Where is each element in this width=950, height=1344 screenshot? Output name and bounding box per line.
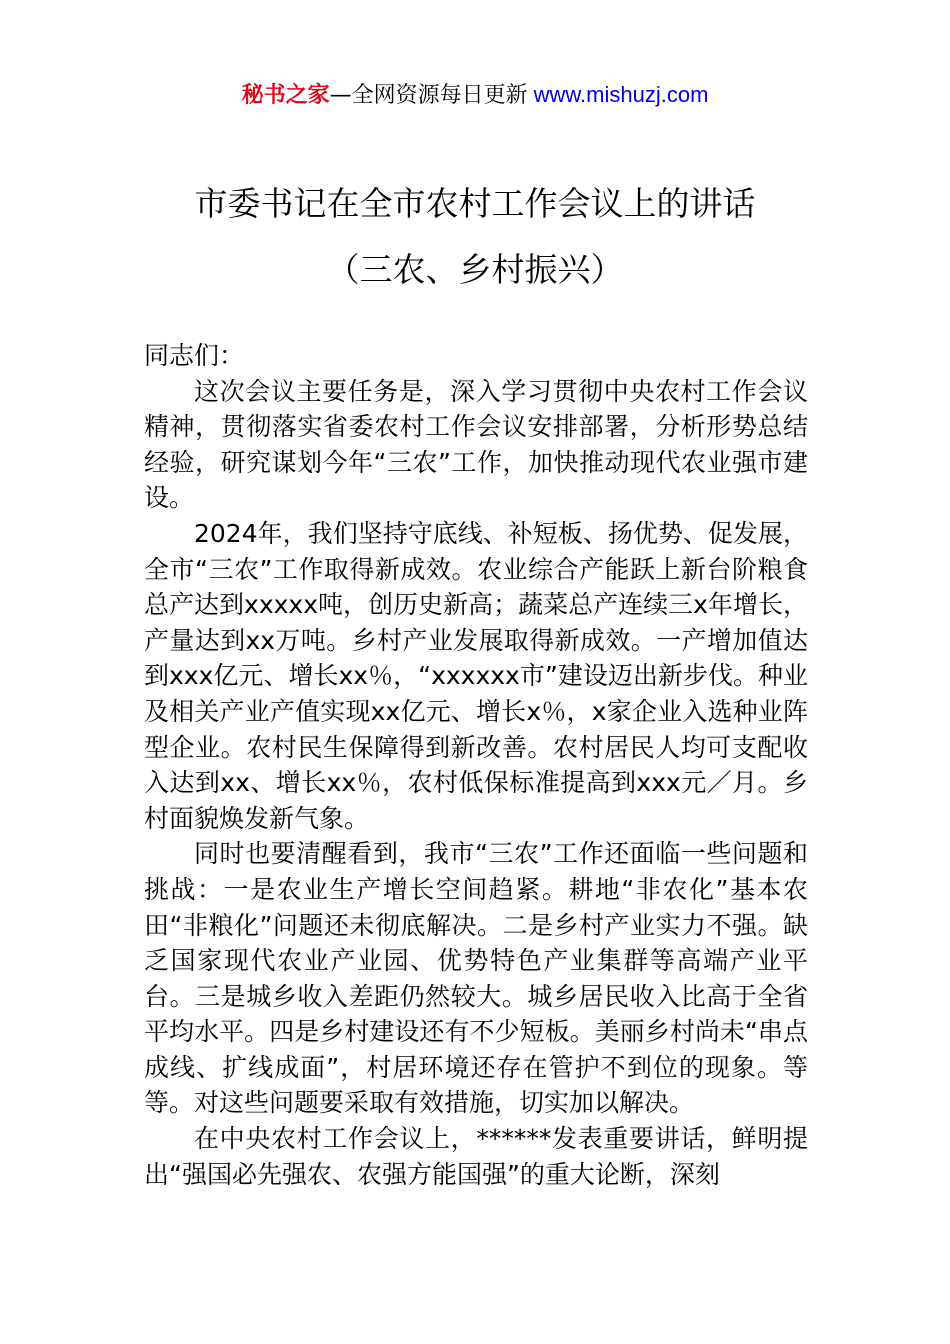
site-url-link[interactable]: www.mishuzj.com [533,82,709,107]
body-paragraph: 同时也要清醒看到，我市“三农”工作还面临一些问题和挑战：一是农业生产增长空间趋紧。耕地“非农化”基本农田“非粮化”问题还未彻底解决。二是乡村产业实力不强。缺乏国家现代农业产业园、优势特色产业集群等高端产业平台。三是城乡收入差距仍然较大。城乡居民收入比高于全省平均水平。四是乡村建设还有不少短板。美丽乡村尚未“串点成线、扩线成面”，村居环境还存在管护不到位的现象。等等。对这些问题要采取有效措施，切实加以解决。 [144,839,808,1118]
document-subtitle: （三农、乡村振兴） [326,250,624,289]
document-title: 市委书记在全市农村工作会议上的讲话 [194,184,756,223]
site-tagline: —全网资源每日更新 [329,83,528,108]
body-paragraph: 在中央农村工作会议上，******发表重要讲话，鲜明提出“强国必先强农、农强方能国强”的重大论断，深刻 [144,1124,808,1189]
body-paragraph: 2024年，我们坚持守底线、补短板、扬优势、促发展，全市“三农”工作取得新成效。农业综合产能跃上新台阶粮食总产达到xxxxx吨，创历史新高；蔬菜总产连续三x年增长，产量达到xx万吨。乡村产业发展取得新成效。一产增加值达到xxx亿元、增长xx％，“xxxxxx市”建设迈出新步伐。种业及相关产业产值实现xx亿元、增长x％，x家企业入选种业阵型企业。农村民生保障得到新改善。农村居民人均可支配收入达到xx、增长xx％，农村低保标准提高到xxx元／月。乡村面貌焕发新气象。 [144,518,808,833]
body-paragraph: 这次会议主要任务是，深入学习贯彻中央农村工作会议精神，贯彻落实省委农村工作会议安排部署，分析形势总结经验，研究谋划今年“三农”工作，加快推动现代农业强市建设。 [144,376,808,513]
document-body [144,338,808,1192]
site-brand: 秘书之家 [241,83,330,108]
site-header [0,80,950,111]
salutation: 同志们： [144,341,245,370]
